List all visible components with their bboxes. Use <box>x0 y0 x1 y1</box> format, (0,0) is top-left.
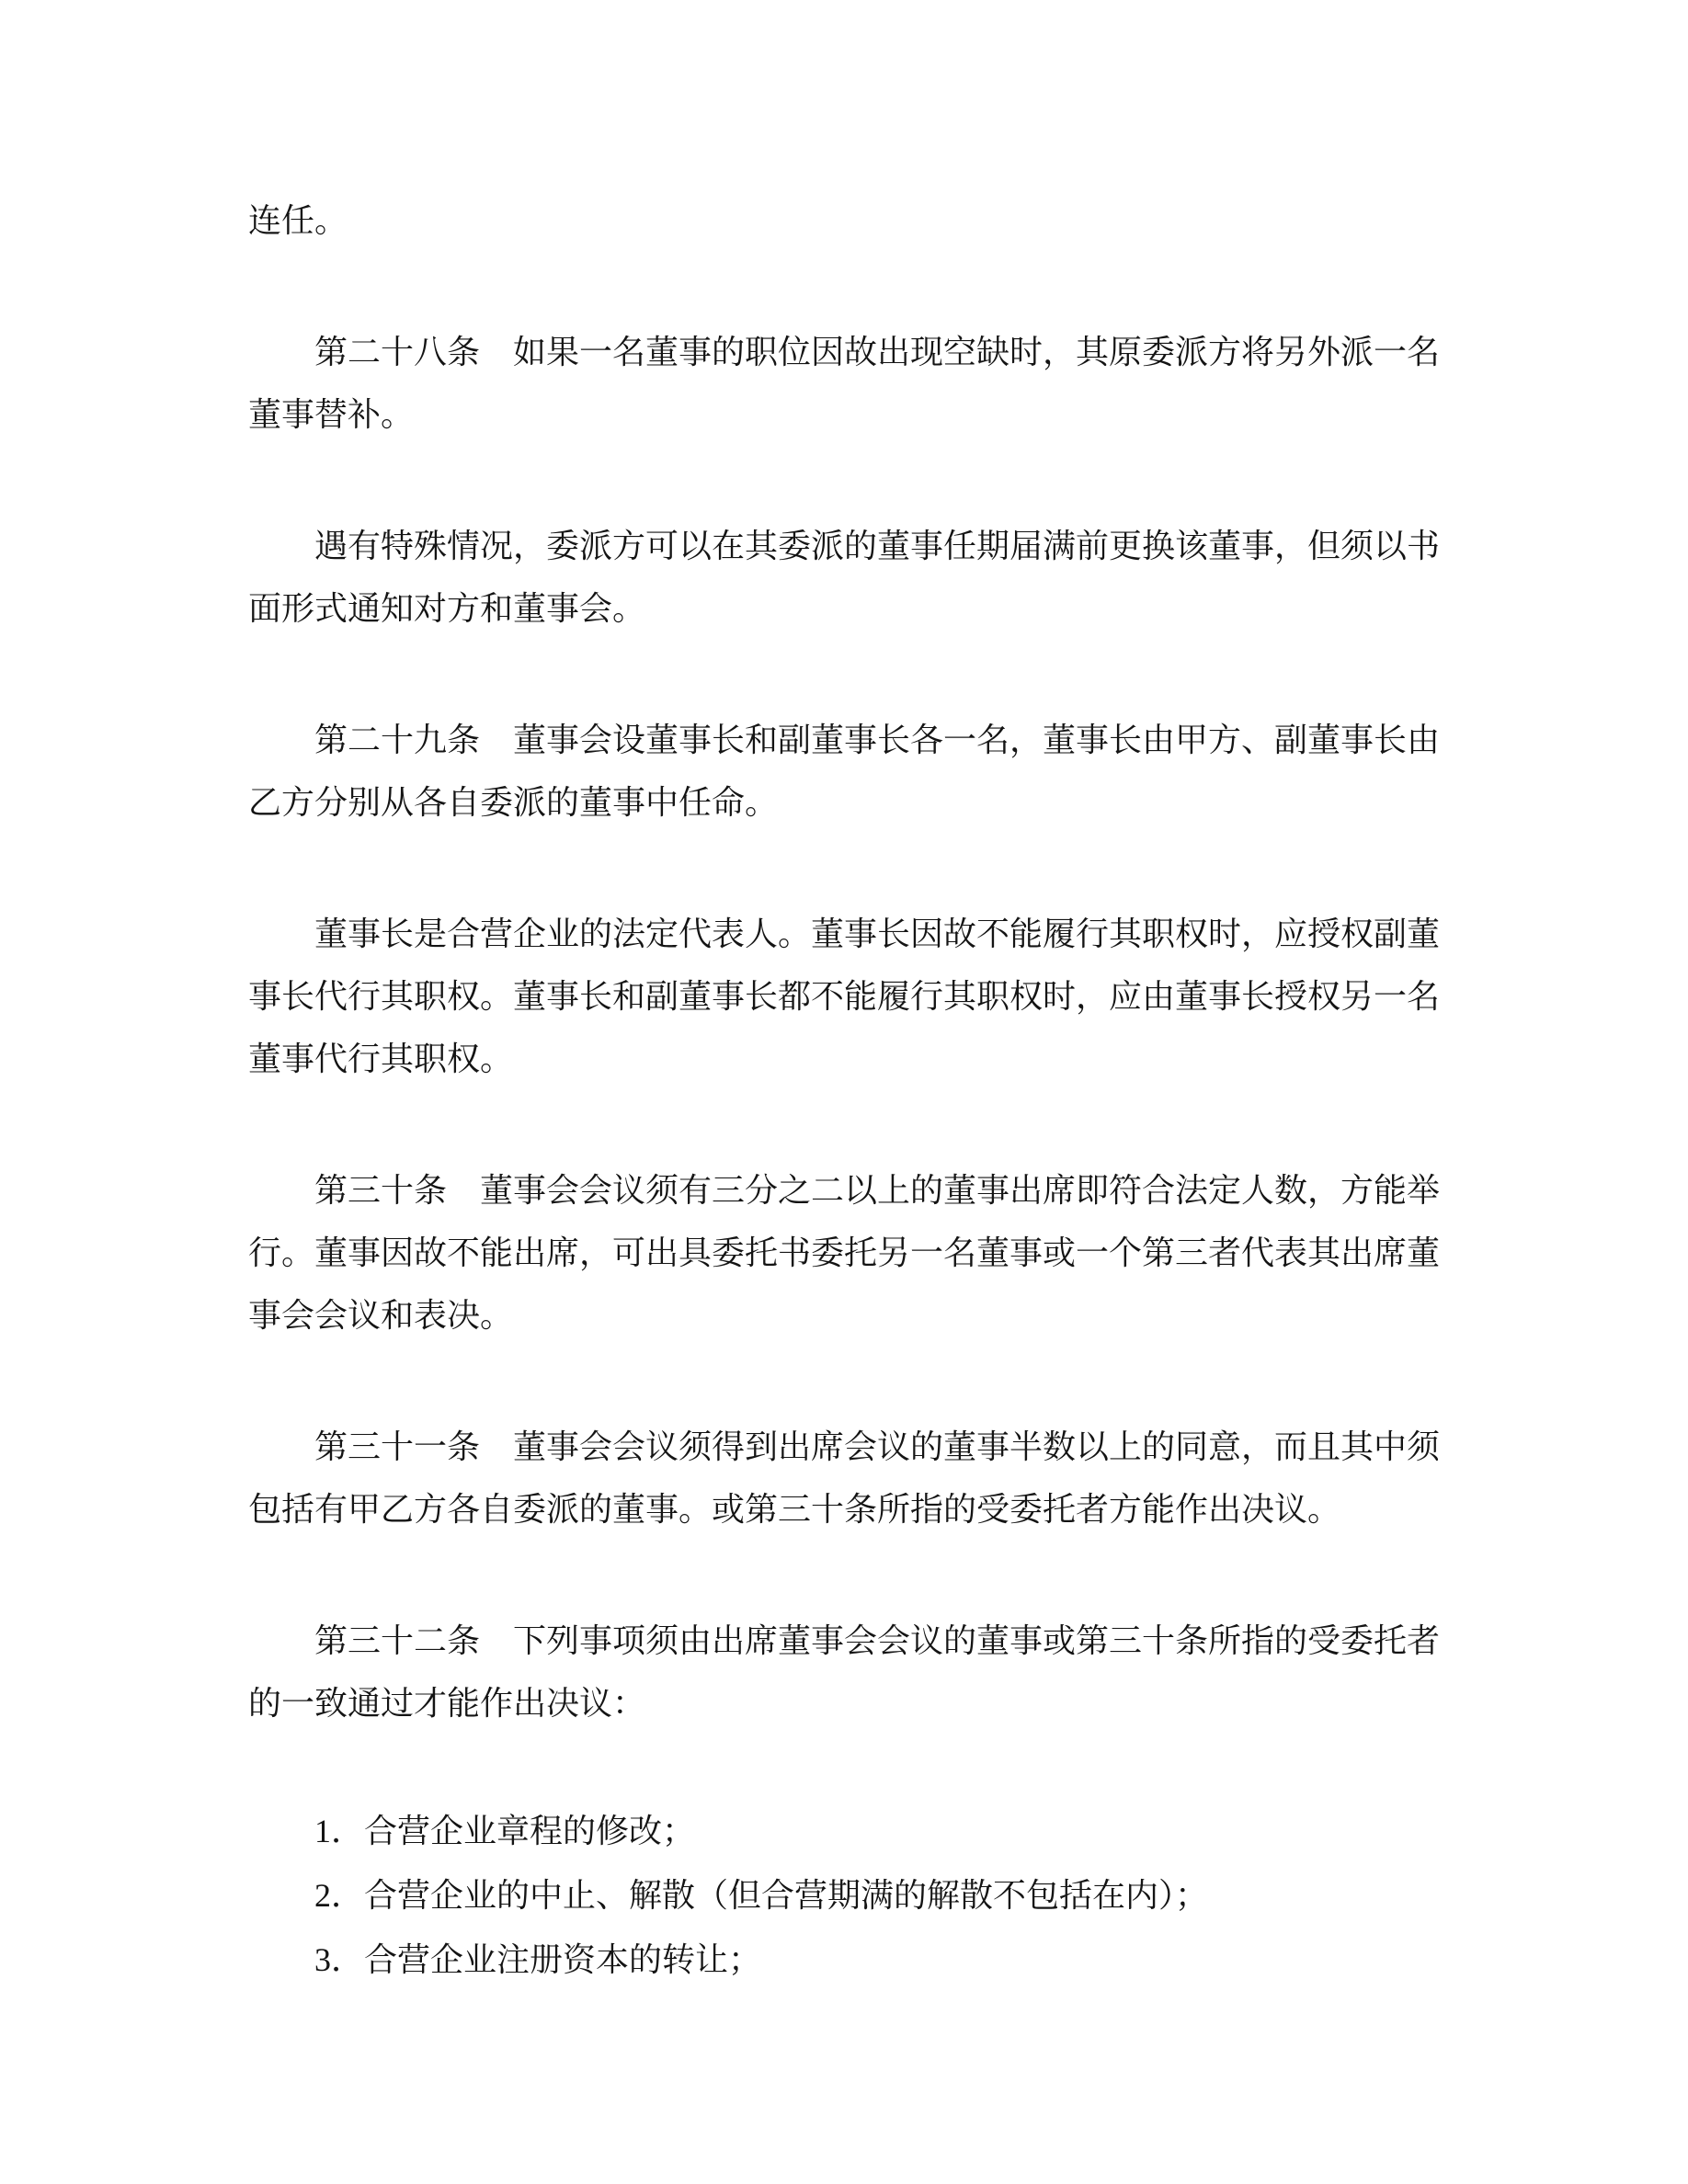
list-item: 1．合营企业章程的修改； <box>314 1813 696 1849</box>
list-item: 3．合营企业注册资本的转让； <box>314 1941 762 1978</box>
paragraph-article-30: 第三十条 董事会会议须有三分之二以上的董事出席即符合法定人数，方能举行。董事因故不能出席，可出具委托书委托另一名董事或一个第三者代表其出席董事会会议和表决。 <box>248 1172 1441 1334</box>
paragraph-article-28-supplement: 遇有特殊情况，委派方可以在其委派的董事任期届满前更换该董事，但须以书面形式通知对方和董事会。 <box>248 528 1441 627</box>
paragraph-article-31: 第三十一条 董事会会议须得到出席会议的董事半数以上的同意，而且其中须包括有甲乙方各自委派的董事。或第三十条所指的受委托者方能作出决议。 <box>248 1428 1441 1528</box>
paragraph-article-29-supplement: 董事长是合营企业的法定代表人。董事长因故不能履行其职权时，应授权副董事长代行其职权。董事长和副董事长都不能履行其职权时，应由董事长授权另一名董事代行其职权。 <box>248 916 1441 1077</box>
paragraph-article-29: 第二十九条 董事会设董事长和副董事长各一名，董事长由甲方、副董事长由乙方分别从各自委派的董事中任命。 <box>248 722 1441 821</box>
document-text-block <box>248 189 1440 1992</box>
article-32-decision-list <box>248 1799 1440 1992</box>
paragraph-article-32: 第三十二条 下列事项须由出席董事会会议的董事或第三十条所指的受委托者的一致通过才能作出决议： <box>248 1622 1441 1722</box>
list-item: 2．合营企业的中止、解散（但合营期满的解散不包括在内）； <box>314 1877 1209 1914</box>
paragraph-article-28: 第二十八条 如果一名董事的职位因故出现空缺时，其原委派方将另外派一名董事替补。 <box>248 334 1441 433</box>
paragraph-continuation: 连任。 <box>248 202 348 239</box>
